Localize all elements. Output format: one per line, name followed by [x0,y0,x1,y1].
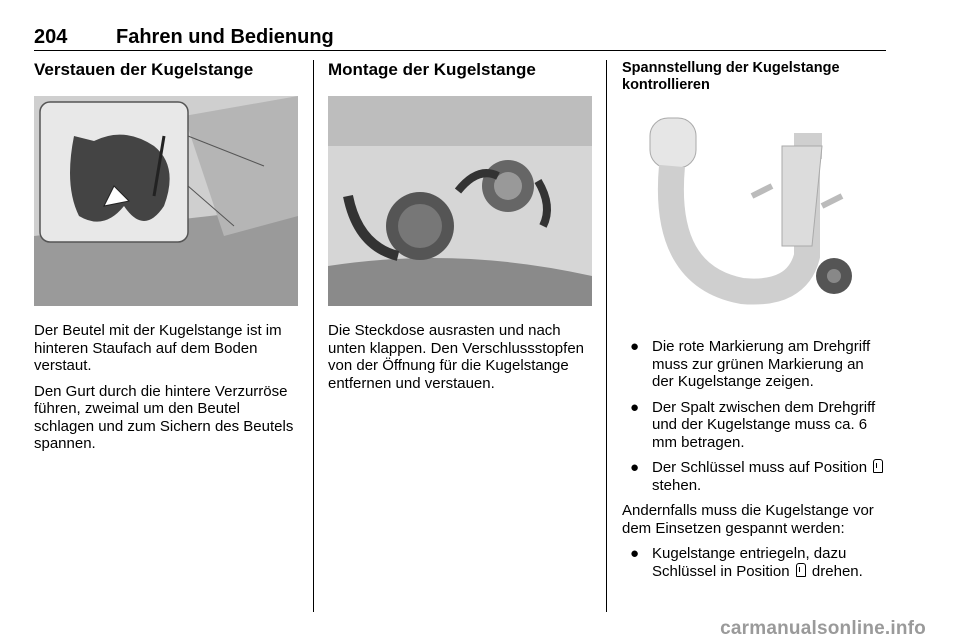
paragraph: Der Beutel mit der Kugelstange ist im hinteren Staufach auf dem Boden verstaut. [34,322,282,374]
action-list [622,545,888,580]
list-item: ● Der Spalt zwischen dem Drehgriff und der Kugelstange muss ca. 6 mm betragen. [630,398,876,451]
page-header [34,20,886,51]
column-divider [606,60,607,612]
watermark: carmanualsonline.info [720,618,926,639]
list-item: ● Der Schlüssel muss auf Position stehen. [622,459,888,494]
paragraph: Andernfalls muss die Kugelstange vor dem Einsetzen gespannt werden: [622,502,874,537]
paragraph: Die Steckdose ausrasten und nach unten klappen. Den Verschlussstopfen von der Öffnung für die Kugelstange entfernen und verstauen. [328,322,585,392]
figure-trunk-bag [34,96,298,306]
figure-socket [328,96,592,306]
section-heading: Montage der Kugelstange [328,60,536,79]
list-item: ● Die rote Markierung am Drehgriff muss zur grünen Markierung an der Kugelstange zeigen. [630,338,871,390]
chapter-title: Fahren und Bedienung [116,26,334,48]
column-mounting [328,60,594,392]
column-divider [313,60,314,612]
key-position-icon [873,459,883,473]
column-stowing [34,60,300,453]
figure-towbar [622,106,886,318]
section-heading: Verstauen der Kugelstange [34,60,254,79]
section-heading: Spannstellung der Kugelstange kontrollieren [622,60,840,93]
check-list [622,338,888,494]
key-position-icon [796,563,806,577]
list-item: ● Kugelstange entriegeln, dazu Schlüssel in Position drehen. [630,545,863,580]
column-tension-check [622,60,888,580]
paragraph: Den Gurt durch die hintere Verzurröse führen, zweimal um den Beutel schlagen und zum Sichern des Beutels spannen. [34,382,294,452]
page-number: 204 [34,26,68,48]
